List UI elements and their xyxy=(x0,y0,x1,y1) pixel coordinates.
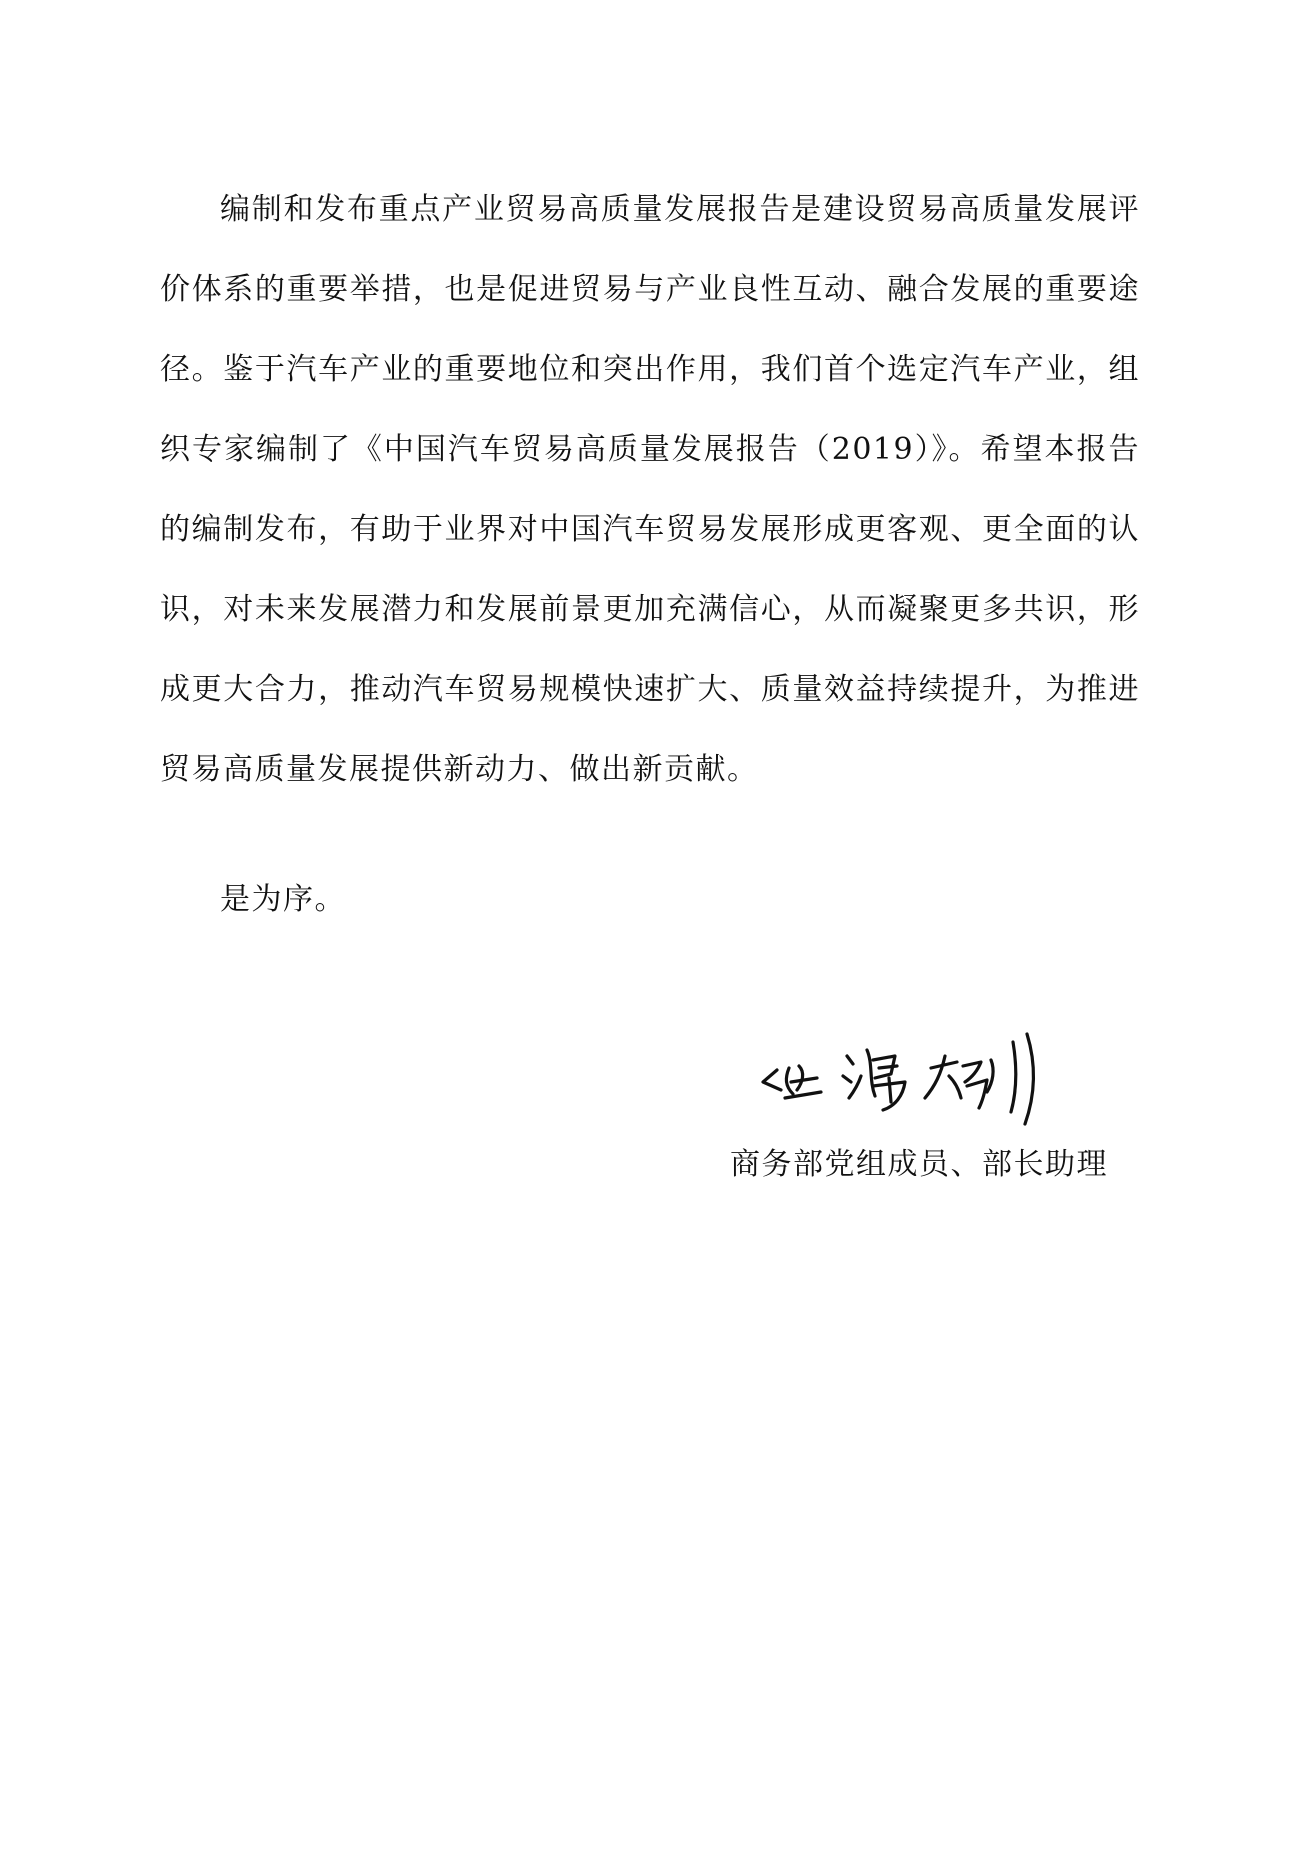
signer-title: 商务部党组成员、部长助理 xyxy=(730,1147,1108,1182)
handwritten-signature xyxy=(755,1020,1095,1130)
preface-paragraph-1: 编制和发布重点产业贸易高质量发展报告是建设贸易高质量发展评价体系的重要举措，也是促进贸易与产业良性互动、融合发展的重要途径。鉴于汽车产业的重要地位和突出作用，我们首个选定汽车产业，组织专家编制了《中国汽车贸易高质量发展报告（2019）》。希望本报告的编制发布，有助于业界对中国汽车贸易发展形成更客观、更全面的认识，对未来发展潜力和发展前景更加充满信心，从而凝聚更多共识，形成更大合力，推动汽车贸易规模快速扩大、质量效益持续提升，为推进贸易高质量发展提供新动力、做出新贡献。 xyxy=(160,192,1140,787)
signature-strokes xyxy=(755,1020,1095,1130)
preface-body xyxy=(160,170,1140,810)
preface-closing: 是为序。 xyxy=(220,882,346,917)
